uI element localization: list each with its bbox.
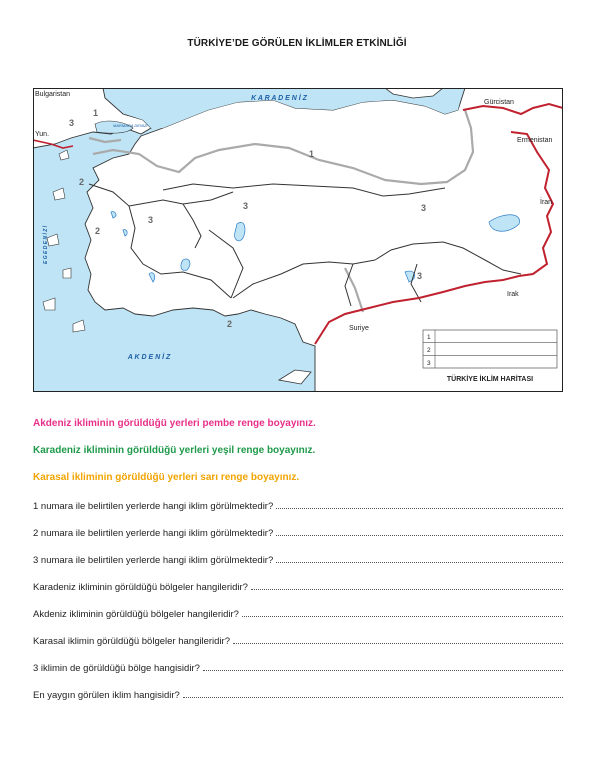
answer-line[interactable] [242, 608, 563, 617]
region-number-black-sea: 1 [309, 149, 315, 159]
mediterranean-sea-label: A K D E N İ Z [127, 354, 171, 361]
region-number-thrace-coast: 1 [93, 108, 99, 118]
region-number-aegean-north: 2 [79, 177, 85, 187]
country-label-greece: Yun. [35, 131, 50, 138]
question-row [33, 527, 563, 539]
country-label-bulgaria: Bulgaristan [35, 91, 71, 98]
answer-line[interactable] [251, 581, 563, 590]
question-text: 3 iklimin de görüldüğü bölge hangisidir? [33, 663, 200, 674]
map-caption: TÜRKİYE İKLİM HARİTASI [446, 376, 534, 383]
answer-line[interactable] [276, 554, 563, 563]
region-number-aegean-south: 2 [95, 226, 101, 236]
instruction-mediterranean: Akdeniz ikliminin görüldüğü yerleri pembe renge boyayınız. [33, 418, 316, 429]
region-number-southeast: 3 [417, 271, 423, 281]
country-label-georgia: Gürcistan [484, 99, 514, 106]
question-row [33, 554, 563, 566]
question-text: Akdeniz ikliminin görüldüğü bölgeler hangileridir? [33, 609, 239, 620]
question-row [33, 608, 563, 620]
legend-item-3: 3 [427, 360, 431, 367]
country-label-armenia: Ermenistan [517, 137, 553, 144]
question-text: 3 numara ile belirtilen yerlerde hangi iklim görülmektedir? [33, 555, 274, 566]
question-row [33, 500, 563, 512]
question-text: En yaygın görülen iklim hangisidir? [33, 690, 180, 701]
worksheet-title: TÜRKİYE’DE GÖRÜLEN İKLİMLER ETKİNLİĞİ [187, 38, 407, 49]
region-number-inner-west: 3 [148, 215, 154, 225]
question-text: Karadeniz ikliminin görüldüğü bölgeler hangileridir? [33, 582, 248, 593]
question-text: 1 numara ile belirtilen yerlerde hangi iklim görülmektedir? [33, 501, 274, 512]
country-label-iran: İran [540, 199, 553, 206]
answer-line[interactable] [276, 500, 563, 509]
region-number-central: 3 [243, 201, 249, 211]
question-row [33, 581, 563, 593]
black-sea-label: K A R A D E N İ Z [251, 95, 307, 102]
answer-line[interactable] [203, 662, 563, 671]
country-label-syria: Suriye [349, 325, 369, 332]
answer-line[interactable] [276, 527, 563, 536]
answer-line[interactable] [233, 635, 563, 644]
region-number-thrace: 3 [69, 118, 75, 128]
region-number-mediterranean: 2 [227, 319, 233, 329]
question-row [33, 689, 563, 701]
instruction-continental: Karasal ikliminin görüldüğü yerleri sarı renge boyayınız. [33, 472, 300, 483]
question-row [33, 662, 563, 674]
answer-line[interactable] [183, 689, 563, 698]
turkey-climate-map [33, 88, 563, 392]
question-row [33, 635, 563, 647]
aegean-sea-label: E G E D E N İ Z İ [43, 225, 49, 264]
legend-item-1: 1 [427, 334, 431, 341]
question-text: Karasal iklimin görüldüğü bölgeler hangileridir? [33, 636, 230, 647]
country-label-iraq: Irak [507, 291, 519, 298]
instruction-black-sea: Karadeniz ikliminin görüldüğü yerleri yeşil renge boyayınız. [33, 445, 316, 456]
legend-item-2: 2 [427, 347, 431, 354]
question-text: 2 numara ile belirtilen yerlerde hangi iklim görülmektedir? [33, 528, 274, 539]
region-number-east: 3 [421, 203, 427, 213]
marmara-sea-label: MARMARA DENİZİ [113, 123, 148, 128]
